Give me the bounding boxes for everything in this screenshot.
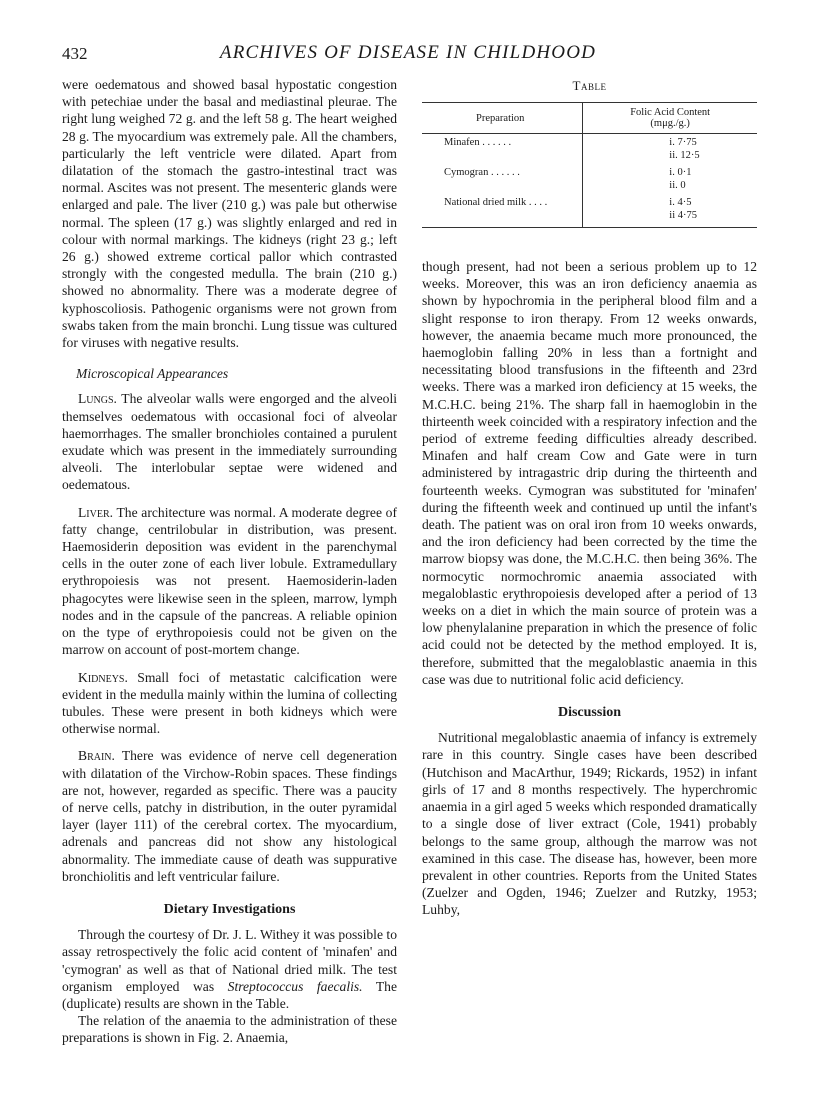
liver-label: Liver.	[78, 504, 114, 520]
row-value-1: i. 7·75	[669, 137, 697, 148]
row-value-2: ii 4·75	[669, 210, 698, 221]
folic-acid-table	[422, 78, 757, 228]
lungs-paragraph	[62, 390, 397, 493]
liver-paragraph	[62, 504, 397, 659]
dietary-text-a: Through the courtesy of Dr. J. L. Withey it was possible to assay retrospectively the folic acid content of 'minafen' and 'cymogran' as well as that of National dried milk. The test organism employed was	[62, 927, 397, 994]
test-organism: Streptococcus faecalis.	[227, 978, 363, 994]
brain-text: There was evidence of nerve cell degeneration with dilatation of the Virchow-Robin spaces. These findings are not, however, regarded as specific. There was a paucity of nerve cells, patchy in distribution, in the outer pyramidal layer (layer 111) of the cerebral cortex. The myocardium, adrenals and pancreas did not show any histological abnormality. The immediate cause of death was suppurative bronchiolitis and left ventricular failure.	[62, 748, 398, 884]
autopsy-paragraph: were oedematous and showed basal hypostatic congestion with petechiae under the basal and mediastinal pleurae. The right lung weighed 72 g. and the left 58 g. The heart weighed 28 g. The myocardium was extremely pale. All the chambers, particularly the left ventricle were dilated. Apart from dilatation of the stomach the gastro-intestinal tract was normal. Ascites was not present. The mesenteric glands were enlarged and pale. The liver (210 g.) was pale but otherwise normal. The spleen (17 g.) was slightly enlarged and red in colour with normal markings. The kidneys (right 23 g.; left 26 g.) showed extreme cortical pallor which contrasted strongly with the congested medulla. The brain (210 g.) showed no abnormality. There was a moderate degree of kyphoscoliosis. Pathogenic organisms were not grown from swabs taken from the main bronchi. Lung tissue was cultured for viruses with negative results.	[62, 77, 397, 351]
right-column	[422, 258, 757, 919]
journal-title: ARCHIVES OF DISEASE IN CHILDHOOD	[219, 42, 597, 63]
brain-paragraph	[62, 747, 397, 885]
lungs-text: The alveolar walls were engorged and the alveoli themselves oedematous with occasional foci of alveolar haemorrhages. The smaller bronchioles contained a purulent exudate which was present in the immediately surrounding alveoli. The interlobular septae were widened and oedematous.	[62, 391, 397, 493]
col-header-folic	[583, 103, 757, 134]
discussion-heading: Discussion	[557, 705, 622, 721]
row-name: National dried milk . . . .	[422, 194, 583, 228]
col-header-preparation: Preparation	[422, 103, 583, 134]
row-value-1: i. 4·5	[669, 197, 692, 208]
microscopical-heading: Microscopical Appearances	[76, 366, 229, 382]
kidneys-label: Kidneys.	[78, 669, 128, 685]
row-name: Minafen . . . . . .	[422, 134, 583, 165]
liver-text: The architecture was normal. A moderate degree of fatty change, centrilobular in distribution, was present. Haemosiderin deposition was evident in the parenchymal cells in the outer zone of each liver lobule. Extramedullary erythropoiesis was not present. Haemosiderin-laden phagocytes were likewise seen in the spleen, marrow, lymph nodes and in the capsule of the pancreas. A reliable opinion on the type of erythropoiesis could not be given on the marrow on account of post-mortem change.	[62, 504, 397, 658]
row-values	[583, 134, 757, 165]
dietary-heading: Dietary Investigations	[163, 901, 296, 917]
table-grid	[422, 102, 757, 228]
lungs-label: Lungs.	[78, 391, 117, 407]
row-name: Cymogran . . . . . .	[422, 164, 583, 194]
row-value-2: ii. 0	[669, 180, 686, 191]
dietary-text-b: The (duplicate) results are shown in the Table.	[62, 978, 398, 1011]
table-row	[422, 134, 757, 165]
row-values	[583, 164, 757, 194]
page-number: 432	[62, 44, 88, 63]
row-value-2: ii. 12·5	[669, 150, 700, 161]
table-row	[422, 194, 757, 228]
kidneys-paragraph	[62, 669, 397, 738]
brain-label: Brain.	[78, 748, 115, 764]
dietary-paragraph-2: The relation of the anaemia to the administration of these preparations is shown in Fig. 2. Anaemia,	[62, 1013, 397, 1046]
dietary-paragraph-1	[62, 926, 397, 1012]
row-value-1: i. 0·1	[669, 167, 692, 178]
kidneys-text: Small foci of metastatic calcification were evident in the medulla mainly within the lumina of collecting tubules. These were present in both kidneys which were otherwise normal.	[62, 669, 397, 737]
table-row	[422, 164, 757, 194]
row-values	[583, 194, 757, 228]
col-header-folic-line2: (mμg./g.)	[650, 118, 690, 129]
table-caption: Table	[572, 78, 607, 93]
left-column	[62, 76, 397, 1047]
discussion-paragraph: Nutritional megaloblastic anaemia of infancy is extremely rare in this country. Single cases have been described (Hutchison and MacArthur, 1949; Rickards, 1952) in infant girls of 17 and 8 months respectively. The hyperchromic anaemia in a girl aged 5 weeks which responded dramatically to a single dose of liver extract (Cole, 1941) probably belongs to the same group, although the marrow was not examined in this case. The disease has, however, been more prevalent in other countries. Reports from the United States (Zuelzer and Ogden, 1946; Zuelzer and Rutzky, 1953; Luhby,	[422, 730, 757, 918]
page-header	[62, 40, 754, 70]
anaemia-paragraph: though present, had not been a serious problem up to 12 weeks. Moreover, this was an iron deficiency anaemia as shown by hypochromia in the peripheral blood film and a slight response to iron therapy. From 12 weeks onwards, however, the anaemia became much more pronounced, the haemoglobin falling 20% in less than a fortnight and necessitating blood transfusions in the fifteenth and 23rd weeks. There was a marked iron deficiency at 15 weeks, the M.C.H.C. being 21%. The sharp fall in haemoglobin in the thirteenth week coincided with a respiratory infection and the period of extreme feeding difficulties already described. Minafen and half cream Cow and Gate were in turn administered by intragastric drip during the thirteenth and fourteenth weeks. Cymogran was substituted for 'minafen' during the fifteenth week and continued up until the infant's death. The patient was on oral iron from 10 weeks onwards, and the iron deficiency had been corrected by the time the marrow biopsy was done, the M.C.H.C. then being 36%. The normocytic normochromic anaemia associated with megaloblastic erythropoiesis developed after a period of 13 weeks on a diet in which the main source of protein was a low phenylalanine preparation in which the presence of folic acid could not be detected by the method employed. It is, therefore, submitted that the megaloblastic anaemia in this case was due to nutritional folic acid deficiency.	[422, 259, 757, 687]
col-header-folic-line1: Folic Acid Content	[630, 107, 711, 118]
